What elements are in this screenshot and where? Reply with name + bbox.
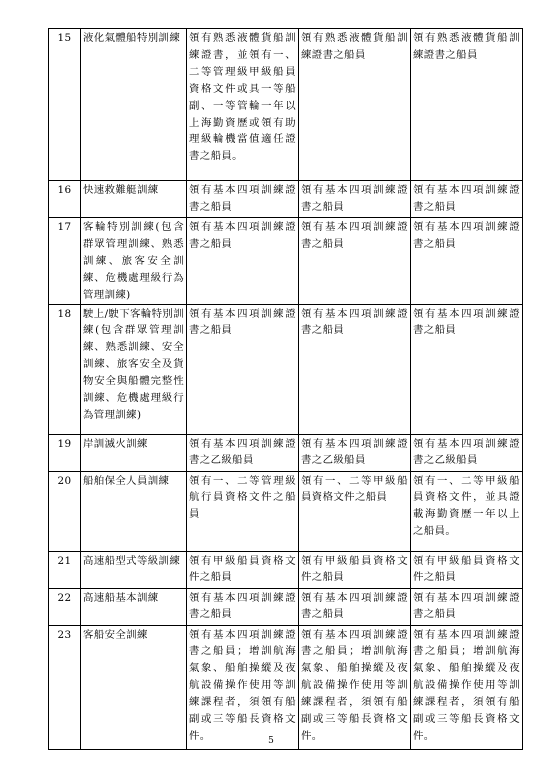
row-number: 18 <box>49 304 81 434</box>
table-row <box>49 304 523 434</box>
requirement-cell: 領有基本四項訓練證書之船員 <box>187 218 299 305</box>
requirement-cell: 領有熟悉液體貨船訓練證書之船員 <box>411 29 523 181</box>
course-name-cell: 高速船型式等級訓練 <box>81 551 187 588</box>
requirement-cell: 領有基本四項訓練證書之乙級船員 <box>299 434 411 471</box>
training-requirements-table <box>48 28 523 750</box>
course-name-cell: 液化氣體船特別訓練 <box>81 29 187 181</box>
course-name-cell: 快速救難艇訓練 <box>81 181 187 218</box>
page-number: 5 <box>268 736 274 746</box>
requirement-cell: 領有熟悉液體貨船訓練證書之船員 <box>299 29 411 181</box>
course-name-cell: 客輪特別訓練(包含群眾管理訓練、熟悉訓練、旅客安全訓練、危機處理級行為管理訓練) <box>81 218 187 305</box>
requirement-cell: 領有甲級船員資格文件之船員 <box>299 551 411 588</box>
row-number: 20 <box>49 471 81 551</box>
requirement-cell: 領有一、二等管理級航行員資格文件之船員 <box>187 471 299 551</box>
table-row <box>49 218 523 305</box>
requirement-cell: 領有基本四項訓練證書之船員；增訓航海氣象、船舶操縱及夜航設備操作使用等訓練課程者，須領有船副或三等船長資格文件。 <box>187 625 299 749</box>
table-row <box>49 588 523 625</box>
requirement-cell: 領有甲級船員資格文件之船員 <box>411 551 523 588</box>
row-number: 23 <box>49 625 81 749</box>
requirement-cell: 領有基本四項訓練證書之乙級船員 <box>187 434 299 471</box>
table-row <box>49 434 523 471</box>
requirement-cell: 領有基本四項訓練證書之船員 <box>187 588 299 625</box>
table-row <box>49 625 523 749</box>
course-name-cell: 岸訓滅火訓練 <box>81 434 187 471</box>
table-body <box>49 29 523 750</box>
course-name-cell: 高速船基本訓練 <box>81 588 187 625</box>
requirement-cell: 領有基本四項訓練證書之船員 <box>299 588 411 625</box>
course-name-cell: 船舶保全人員訓練 <box>81 471 187 551</box>
requirement-cell: 領有基本四項訓練證書之船員 <box>299 304 411 434</box>
requirement-cell: 領有基本四項訓練證書之船員 <box>411 588 523 625</box>
requirement-cell: 領有基本四項訓練證書之船員 <box>187 181 299 218</box>
course-name-cell: 駛上/駛下客輪特別訓練(包含群眾管理訓練、熟悉訓練、安全訓練、旅客安全及貨物安全與船體完整性訓練、危機處理級行為管理訓練) <box>81 304 187 434</box>
requirement-cell: 領有基本四項訓練證書之船員 <box>411 304 523 434</box>
requirement-cell: 領有熟悉液體貨船訓練證書，並領有一、二等管理級甲級船員資格文件或具一等船副、一等管輪一年以上海勤資歷或領有助理級輪機當值適任證書之船員。 <box>187 29 299 181</box>
table-row <box>49 551 523 588</box>
table-row <box>49 29 523 181</box>
row-number: 22 <box>49 588 81 625</box>
requirement-cell: 領有基本四項訓練證書之船員；增訓航海氣象、船舶操縱及夜航設備操作使用等訓練課程者，須領有船副或三等船長資格文件。 <box>411 625 523 749</box>
table-row <box>49 181 523 218</box>
course-name-cell: 客船安全訓練 <box>81 625 187 749</box>
requirement-cell: 領有基本四項訓練證書之船員 <box>187 304 299 434</box>
requirement-cell: 領有基本四項訓練證書之乙級船員 <box>411 434 523 471</box>
requirement-cell: 領有甲級船員資格文件之船員 <box>187 551 299 588</box>
requirement-cell: 領有基本四項訓練證書之船員 <box>411 218 523 305</box>
row-number: 17 <box>49 218 81 305</box>
requirement-cell: 領有基本四項訓練證書之船員；增訓航海氣象、船舶操縱及夜航設備操作使用等訓練課程者，須領有船副或三等船長資格文件。 <box>299 625 411 749</box>
requirement-cell: 領有一、二等甲級船員資格文件之船員 <box>299 471 411 551</box>
requirement-cell: 領有基本四項訓練證書之船員 <box>299 218 411 305</box>
requirement-cell: 領有基本四項訓練證書之船員 <box>299 181 411 218</box>
row-number: 16 <box>49 181 81 218</box>
row-number: 15 <box>49 29 81 181</box>
requirement-cell: 領有一、二等甲級船員資格文件，並具證載海勤資歷一年以上之船員。 <box>411 471 523 551</box>
row-number: 19 <box>49 434 81 471</box>
row-number: 21 <box>49 551 81 588</box>
table-row <box>49 471 523 551</box>
requirement-cell: 領有基本四項訓練證書之船員 <box>411 181 523 218</box>
